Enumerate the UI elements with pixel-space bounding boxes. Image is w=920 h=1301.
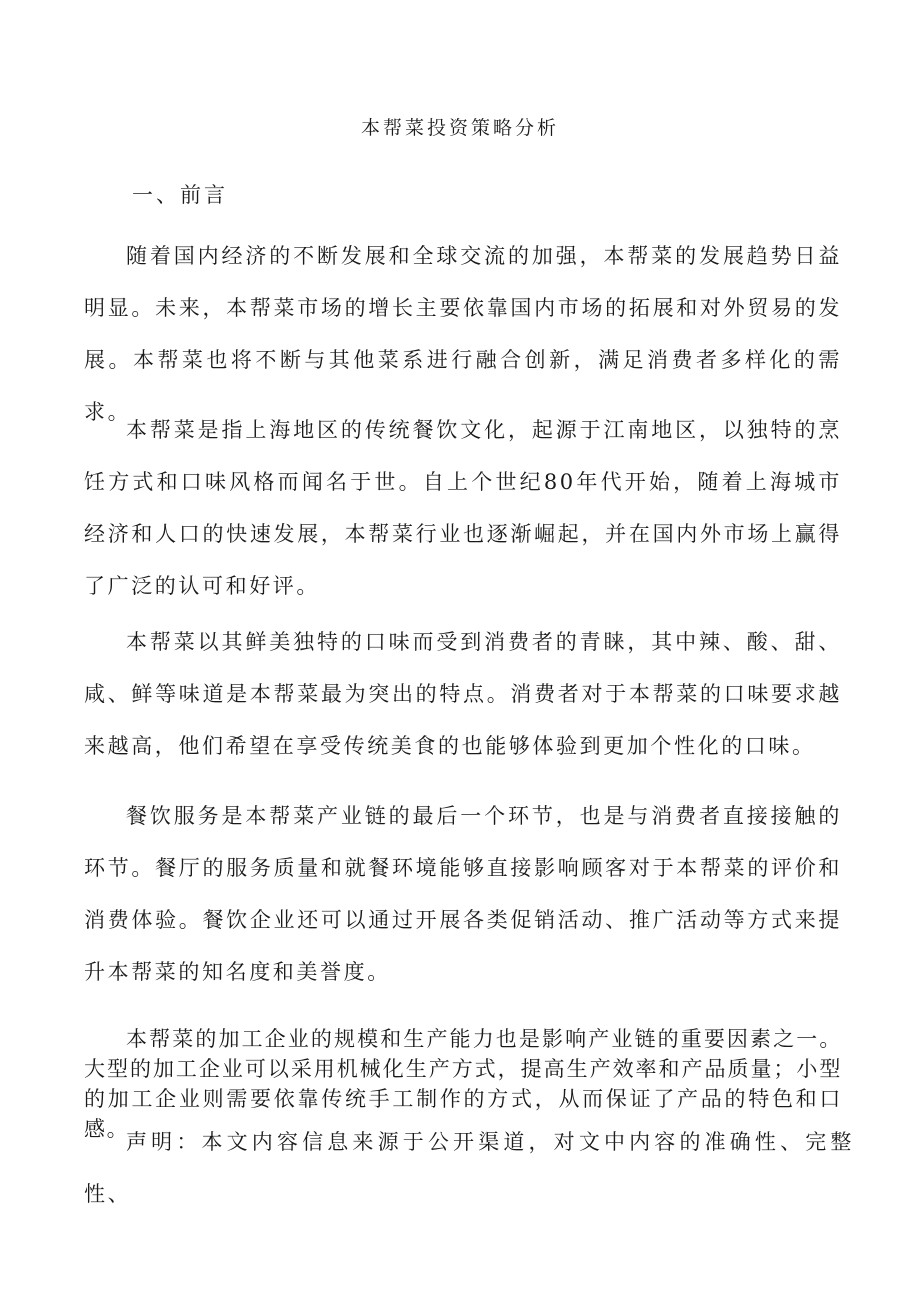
document-title: 本帮菜投资策略分析 bbox=[360, 117, 559, 139]
paragraph-taste-preference: 本帮菜以其鲜美独特的口味而受到消费者的青睐，其中辣、酸、甜、咸、鲜等味道是本帮菜最为突出的特点。消费者对于本帮菜的口味要求越来越高，他们希望在享受传统美食的也能够体验到更加个性化的口味。 bbox=[84, 630, 842, 758]
paragraph-definition-history: 本帮菜是指上海地区的传统餐饮文化，起源于江南地区，以独特的烹饪方式和口味风格而闻名于世。自上个世纪80年代开始，随着上海城市经济和人口的快速发展，本帮菜行业也逐渐崛起，并在国内外市场上赢得了广泛的认可和好评。 bbox=[84, 418, 842, 598]
paragraph-development-trend: 随着国内经济的不断发展和全球交流的加强，本帮菜的发展趋势日益明显。未来，本帮菜市场的增长主要依靠国内市场的拓展和对外贸易的发展。本帮菜也将不断与其他菜系进行融合创新，满足消费者多样化的需求。 bbox=[84, 244, 842, 424]
section-heading: 一、前言 bbox=[132, 183, 228, 207]
paragraph-processing-enterprises: 本帮菜的加工企业的规模和生产能力也是影响产业链的重要因素之一。大型的加工企业可以采用机械化生产方式，提高生产效率和产品质量；小型的加工企业则需要依靠传统手工制作的方式，从而保证了产品的特色和口感。 bbox=[84, 1027, 842, 1141]
paragraph-catering-service: 餐饮服务是本帮菜产业链的最后一个环节，也是与消费者直接接触的环节。餐厅的服务质量和就餐环境能够直接影响顾客对于本帮菜的评价和消费体验。餐饮企业还可以通过开展各类促销活动、推广活动等方式来提升本帮菜的知名度和美誉度。 bbox=[84, 804, 842, 984]
paragraph-disclaimer: 声明：本文内容信息来源于公开渠道，对文中内容的准确性、完整性、 bbox=[84, 1130, 854, 1206]
